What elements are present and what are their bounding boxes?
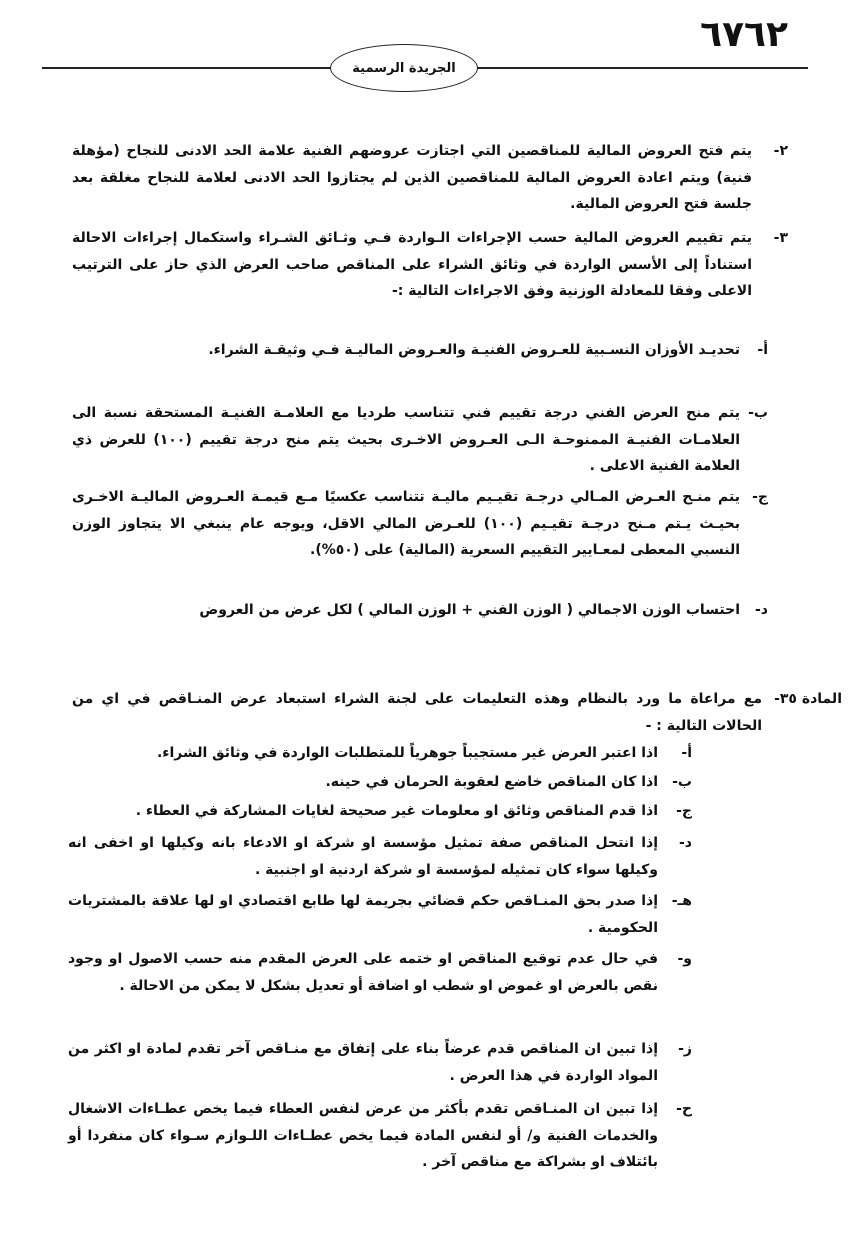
page-number: ٦٧٦٢ [700,14,788,55]
subitem-marker: ب- [748,405,768,421]
case-text: إذا انتحل المناقص صفة تمثيل مؤسسة او شركة او الادعاء بانه وكيلها او اخفى انه وكيلها سواء كان تمثيله لمؤسسة او شركة اردنية او اجنبية . [68,835,658,878]
subitem-marker: د- [755,602,768,618]
case-marker: ج- [676,803,692,819]
case-marker: ب- [672,774,692,790]
case-marker: هـ- [671,893,692,909]
case-text: إذا تبين ان المناقص قدم عرضاً بناء على إتفاق مع منـاقص آخر تقدم لمادة او اكثر من المواد الواردة في هذا العرض . [68,1041,658,1084]
case-marker: أ- [681,745,692,761]
item-marker: ٣- [773,230,788,246]
case-text: اذا قدم المناقص وثائق او معلومات غير صحيحة لغايات المشاركة في العطاء . [135,803,658,819]
case-marker: و- [677,951,692,967]
item-text: يتم تقييم العروض المالية حسب الإجراءات الـواردة فـي وثـائق الشـراء واستكمال إجراءات الاحالة استناداً إلى الأسس الواردة في وثائق الشراء على المناقص صاحب العرض الذي حاز على الترتيب الاعلى وفقا للمعادلة الوزنية وفق الاجراءات التالية :- [72,230,752,299]
case-marker: د- [679,835,692,851]
case-marker: ز- [678,1041,692,1057]
subitem-marker: أ- [757,342,768,358]
header-title-oval [330,44,478,92]
subitem-text: يتم منح العرض الفني درجة تقييم فني تتناسب طرديا مع العلامـة الفنيـة المستحقة نسبة الى العلامـات الفنيـة الممنوحـة الـى العـروض الاخـرى بحيث يتم منح درجة تقييم (١٠٠) للعرض ذي العلامة الفنية الاعلى . [72,405,741,474]
case-marker: ح- [676,1101,692,1117]
case-text: إذا صدر بحق المنـاقص حكم قضائي بجريمة لها طابع اقتصادي او لها علاقة بالمشتريات الحكومية . [68,893,658,936]
subitem-text: تحديـد الأوزان النسـبية للعـروض الفنيـة والعـروض الماليـة فـي وثيقـة الشراء. [208,342,740,358]
item-text: يتم فتح العروض المالية للمناقصين التي اجتازت عروضهم الفنية علامة الحد الادنى للنجاح (مؤهلة فنية) ويتم اعادة العروض المالية للمناقصين الذين لم يجتازوا الحد الادنى لعلامة للنجاح مغلقة بعد جلسة فتح العروض المالية. [72,143,752,212]
subitem-text: يتم منـح العـرض المـالي درجـة تقيـيم ماليـة تتناسب عكسيًا مـع قيمـة العـروض الماليـة الاخـرى بحيـث يـتم مـنح درجـة تقيـيم (١٠٠) للعـرض المالي الاقل، ويوجه عام ينبغي الا يتجاوز الوزن النسبي المعطى لمعـايير التقييم السعرية (المالية) على (٥٠%). [72,489,740,558]
case-text: اذا اعتبر العرض غير مستجيباً جوهرياً للمتطلبات الواردة في وثائق الشراء. [156,745,658,761]
case-text: إذا تبين ان المنـاقص تقدم بأكثر من عرض لنفس العطاء فيما يخص عطـاءات الاشغال والخدمات الفنية و/ أو لنفس المادة فيما يخص عطـاءات اللـوازم سـواء كان منفردا أو بائتلاف او بشراكة مع مناقص آخر . [68,1101,658,1170]
article-label: المادة ٣٥- [774,691,842,707]
subitem-text: احتساب الوزن الاجمالي ( الوزن الفني + الوزن المالي ) لكل عرض من العروض [199,602,740,618]
subitem-marker: ج- [752,489,768,505]
item-marker: ٢- [773,143,788,159]
header-title: الجريدة الرسمية [352,60,456,76]
case-text: في حال عدم توقيع المناقص او ختمه على العرض المقدم منه حسب الاصول او وجود نقص بالعرض او غموض او شطب او اضافة أو تعديل بشكل لا يمكن من الاحالة . [68,951,658,994]
article-text: مع مراعاة ما ورد بالنظام وهذه التعليمات على لجنة الشراء استبعاد عرض المنـاقص في اي من الحالات التالية : - [72,691,762,734]
case-text: اذا كان المناقص خاضع لعقوبة الحرمان في حينه. [325,774,658,790]
